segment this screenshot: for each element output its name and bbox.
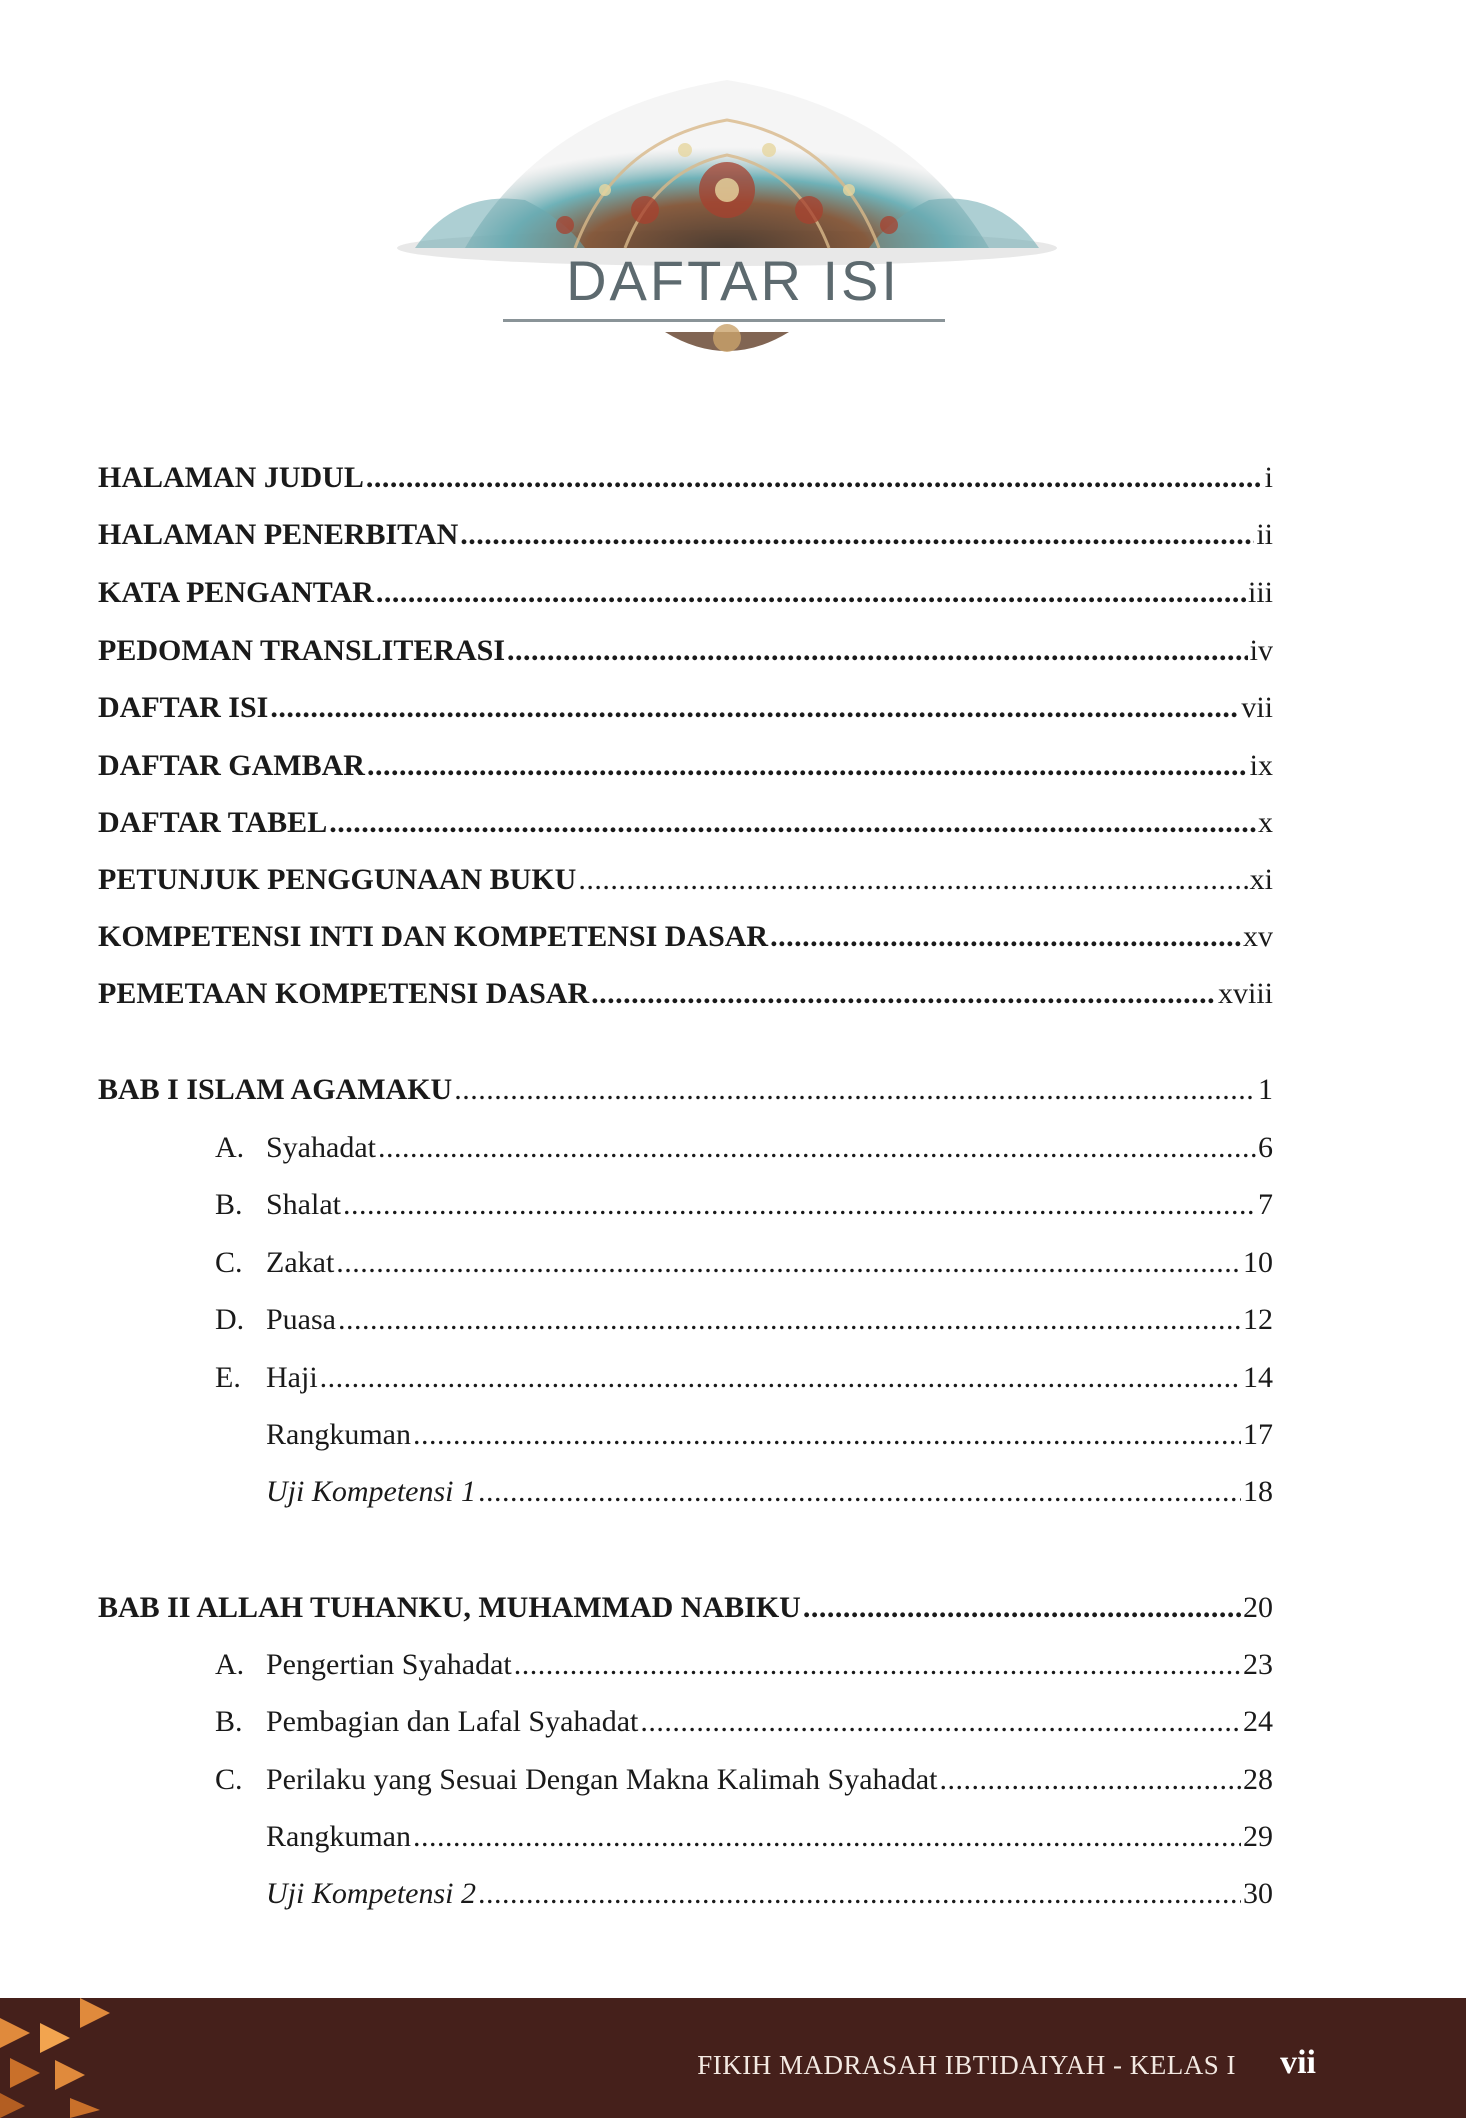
toc-entry-label: HALAMAN JUDUL — [98, 461, 364, 494]
toc-subentry-label: Syahadat — [266, 1131, 376, 1164]
toc-entry[interactable] — [98, 448, 1273, 496]
toc-subentry-page: 10 — [1243, 1246, 1273, 1279]
dot-leader — [478, 1474, 1241, 1510]
toc-subentry-label: Pembagian dan Lafal Syahadat — [266, 1705, 639, 1738]
toc-test-label: Uji Kompetensi 1 — [266, 1475, 476, 1508]
toc-summary-page: 17 — [1243, 1418, 1273, 1451]
toc-entry-page: xi — [1249, 863, 1273, 896]
toc-subentry[interactable] — [215, 1692, 1273, 1740]
dot-leader — [770, 919, 1241, 955]
toc-summary[interactable] — [266, 1405, 1273, 1453]
toc-test-label: Uji Kompetensi 2 — [266, 1877, 476, 1910]
toc-subentry-label: Shalat — [266, 1188, 341, 1221]
toc-entry[interactable] — [98, 850, 1273, 898]
toc-subentry-label: Pengertian Syahadat — [266, 1648, 512, 1681]
toc-subentry-page: 23 — [1243, 1648, 1273, 1681]
dot-leader — [367, 748, 1248, 784]
dot-leader — [338, 1302, 1241, 1338]
toc-chapter-page: 20 — [1243, 1591, 1273, 1624]
toc-entry-page: ix — [1249, 749, 1273, 782]
toc-subentry-letter: A. — [215, 1648, 245, 1681]
toc-subentry[interactable] — [215, 1175, 1273, 1223]
toc-summary-label: Rangkuman — [266, 1418, 411, 1451]
title-divider — [503, 319, 945, 322]
toc-subentry[interactable] — [215, 1290, 1273, 1338]
footer-page-number: vii — [1280, 2044, 1316, 2081]
toc-chapter-label: BAB I ISLAM AGAMAKU — [98, 1073, 453, 1106]
toc-entry[interactable] — [98, 793, 1273, 841]
toc-entry-label: PETUNJUK PENGGUNAAN BUKU — [98, 863, 577, 896]
toc-subentry-page: 24 — [1243, 1705, 1273, 1738]
triangle-pattern-icon — [0, 1998, 120, 2118]
dot-leader — [378, 1130, 1256, 1166]
toc-subentry[interactable] — [215, 1348, 1273, 1396]
page-footer — [0, 1998, 1466, 2118]
toc-subentry-letter: E. — [215, 1361, 241, 1394]
dot-leader — [376, 575, 1246, 611]
dot-leader — [336, 1245, 1241, 1281]
toc-entry-page: ii — [1256, 518, 1273, 551]
dot-leader — [454, 1072, 1256, 1108]
toc-subentry-page: 6 — [1258, 1131, 1273, 1164]
dot-leader — [366, 460, 1263, 496]
toc-entry-label: DAFTAR ISI — [98, 691, 269, 724]
toc-subentry-letter: B. — [215, 1188, 243, 1221]
page-title: DAFTAR ISI — [566, 249, 900, 312]
toc-subentry-letter: C. — [215, 1246, 243, 1279]
toc-subentry-letter: D. — [215, 1303, 245, 1336]
toc-entry[interactable] — [98, 964, 1273, 1012]
dot-leader — [939, 1762, 1241, 1798]
dot-leader — [640, 1704, 1241, 1740]
toc-test[interactable] — [266, 1462, 1273, 1510]
toc-subentry[interactable] — [215, 1750, 1273, 1798]
toc-subentry-page: 12 — [1243, 1303, 1273, 1336]
dot-leader — [803, 1590, 1241, 1626]
toc-subentry[interactable] — [215, 1118, 1273, 1166]
toc-subentry-label: Perilaku yang Sesuai Dengan Makna Kalimah Syahadat — [266, 1763, 938, 1796]
dot-leader — [478, 1876, 1241, 1912]
dot-leader — [270, 690, 1239, 726]
toc-entry-page: iii — [1247, 576, 1273, 609]
toc-test-page: 30 — [1243, 1877, 1273, 1910]
toc-entry-label: KOMPETENSI INTI DAN KOMPETENSI DASAR — [98, 920, 769, 953]
toc-subentry-letter: A. — [215, 1131, 245, 1164]
toc-entry[interactable] — [98, 621, 1273, 669]
toc-entry-label: HALAMAN PENERBITAN — [98, 518, 459, 551]
toc-subentry-letter: C. — [215, 1763, 243, 1796]
toc-subentry-letter: B. — [215, 1705, 243, 1738]
toc-entry-page: xv — [1243, 920, 1273, 953]
toc-summary-label: Rangkuman — [266, 1820, 411, 1853]
toc-chapter-1[interactable] — [98, 1060, 1273, 1108]
dot-leader — [507, 633, 1248, 669]
toc-chapter-page: 1 — [1258, 1073, 1273, 1106]
toc-subentry-page: 7 — [1258, 1188, 1273, 1221]
footer-book-title: FIKIH MADRASAH IBTIDAIYAH - KELAS I — [697, 2050, 1236, 2080]
toc-subentry-label: Haji — [266, 1361, 318, 1394]
toc-summary-page: 29 — [1243, 1820, 1273, 1853]
toc-summary[interactable] — [266, 1807, 1273, 1855]
toc-entry-label: PEMETAAN KOMPETENSI DASAR — [98, 977, 590, 1010]
toc-entry-label: DAFTAR GAMBAR — [98, 749, 365, 782]
toc-entry[interactable] — [98, 678, 1273, 726]
toc-subentry-label: Zakat — [266, 1246, 335, 1279]
toc-entry-page: xviii — [1217, 977, 1273, 1010]
dot-leader — [413, 1417, 1241, 1453]
toc-entry-page: i — [1264, 461, 1273, 494]
toc-entry-page: vii — [1241, 691, 1273, 724]
dot-leader — [460, 517, 1254, 553]
toc-subentry[interactable] — [215, 1635, 1273, 1683]
toc-test-page: 18 — [1243, 1475, 1273, 1508]
toc-entry-label: PEDOMAN TRANSLITERASI — [98, 634, 506, 667]
toc-entry[interactable] — [98, 563, 1273, 611]
toc-entry[interactable] — [98, 907, 1273, 955]
dot-leader — [320, 1360, 1241, 1396]
mandala-ornament — [395, 70, 1059, 370]
toc-entry-label: DAFTAR TABEL — [98, 806, 328, 839]
toc-chapter-2[interactable] — [98, 1578, 1273, 1626]
dot-leader — [578, 862, 1247, 898]
toc-subentry-label: Puasa — [266, 1303, 336, 1336]
toc-entry[interactable] — [98, 736, 1273, 784]
dot-leader — [591, 976, 1216, 1012]
toc-chapter-label: BAB II ALLAH TUHANKU, MUHAMMAD NABIKU — [98, 1591, 801, 1624]
toc-test[interactable] — [266, 1864, 1273, 1912]
toc-subentry-page: 28 — [1243, 1763, 1273, 1796]
toc-subentry-page: 14 — [1243, 1361, 1273, 1394]
dot-leader — [514, 1647, 1241, 1683]
toc-entry-page: x — [1258, 806, 1273, 839]
dot-leader — [329, 805, 1256, 841]
toc-subentry[interactable] — [215, 1233, 1273, 1281]
toc-entry-label: KATA PENGANTAR — [98, 576, 374, 609]
dot-leader — [413, 1819, 1241, 1855]
toc-entry[interactable] — [98, 505, 1273, 553]
toc-entry-page: iv — [1249, 634, 1273, 667]
dot-leader — [343, 1187, 1256, 1223]
